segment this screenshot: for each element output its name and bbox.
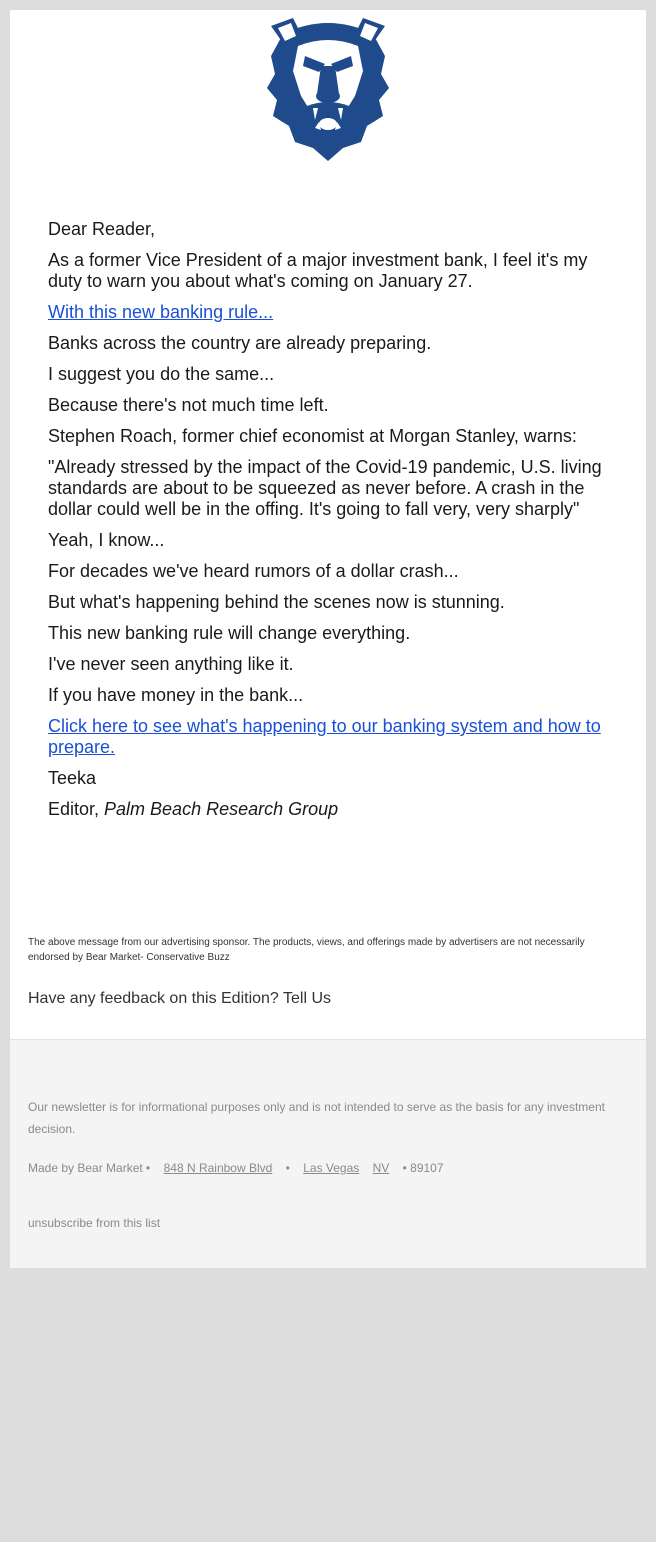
unsubscribe-link[interactable]: unsubscribe from this list [28,1216,161,1230]
footer [10,1040,646,1268]
signature: Teeka [48,768,97,788]
paragraph-link [48,716,608,758]
state-link[interactable]: NV [372,1161,390,1175]
paragraph: I suggest you do the same... [48,364,275,384]
bear-head-logo-icon [263,16,393,161]
paragraph: I've never seen anything like it. [48,654,294,674]
letter-body [10,166,646,879]
paragraph: Yeah, I know... [48,530,165,550]
paragraph: But what's happening behind the scenes now is stunning. [48,592,505,612]
city-link[interactable]: Las Vegas [303,1161,360,1175]
paragraph: This new banking rule will change everything. [48,623,411,643]
banking-rule-link[interactable]: With this new banking rule... [48,302,274,322]
paragraph: If you have money in the bank... [48,685,304,705]
paragraph: Because there's not much time left. [48,395,329,415]
street-link[interactable]: 848 N Rainbow Blvd [163,1161,273,1175]
greeting: Dear Reader, [48,219,156,239]
tell-us-link[interactable]: Tell Us [282,990,331,1007]
editor-org: Palm Beach Research Group [104,799,339,819]
sponsor-disclaimer: The above message from our advertising sponsor. The products, views, and offerings made by advertisers are not necessarily endorsed by Bear Market- Conservative Buzz [28,937,585,963]
editor-prefix: Editor, [48,799,105,819]
editor-line [48,799,608,820]
paragraph: As a former Vice President of a major investment bank, I feel it's my duty to warn you about what's coming on January 27. [48,250,588,291]
email-card [10,10,646,1268]
banking-system-link[interactable]: Click here to see what's happening to our banking system and how to prepare. [48,716,601,757]
footer-info: Our newsletter is for informational purposes only and is not intended to serve as the basis for any investment decision. [28,1100,605,1136]
footer-address [28,1160,628,1176]
paragraph-link [48,302,608,323]
paragraph: Banks across the country are already preparing. [48,333,432,353]
zip: 89107 [406,1161,444,1175]
quote: "Already stressed by the impact of the Covid-19 pandemic, U.S. living standards are about to be squeezed as never before. A crash in the dollar could well be in the offing. It's going to fall very, very sharply" [48,457,602,519]
feedback-row [10,985,646,1039]
separator: • [402,1161,407,1175]
made-by: Made by Bear Market • [28,1161,151,1175]
separator: • [285,1161,290,1175]
logo-area [10,10,646,166]
paragraph: For decades we've heard rumors of a dollar crash... [48,561,459,581]
paragraph: Stephen Roach, former chief economist at Morgan Stanley, warns: [48,426,577,446]
feedback-question: Have any feedback on this Edition? [28,990,279,1007]
